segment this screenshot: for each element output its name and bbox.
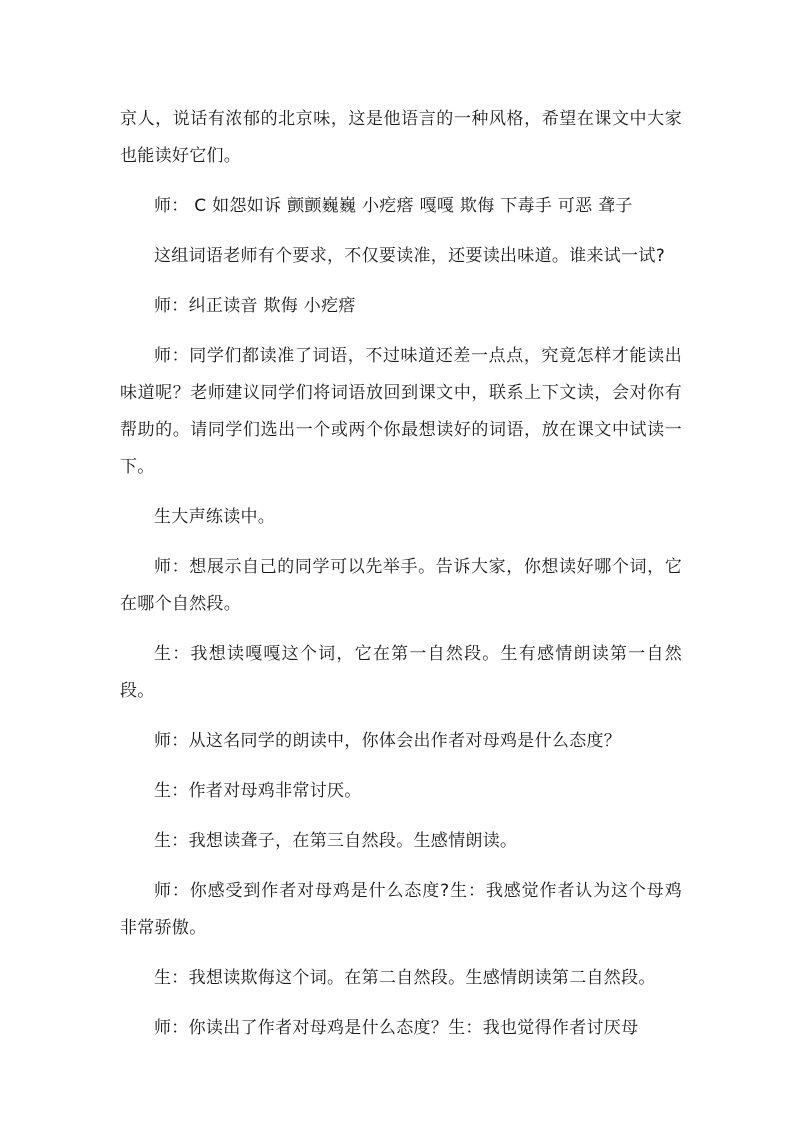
document-body: [120, 101, 682, 1060]
paragraph-teacher-student-proud: 师：你感受到作者对母鸡是什么态度?生：我感觉作者认为这个母鸡非常骄傲。: [120, 881, 682, 938]
paragraph-teacher-invite: 师：想展示自己的同学可以先举手。告诉大家，你想读好哪个词，它在哪个自然段。: [120, 557, 682, 614]
paragraph-teacher-word-list: 师： C 如怨如诉 颤颤巍巍 小疙瘩 嘎嘎 欺侮 下毒手 可恶 聋子: [154, 196, 633, 216]
paragraph-teacher-attitude-question: 师：从这名同学的朗读中，你体会出作者对母鸡是什么态度？: [154, 731, 622, 751]
paragraph-student-qiwu: 生：我想读欺侮这个词。在第二自然段。生感情朗读第二自然段。: [154, 968, 656, 988]
paragraph-reading-suggestion: 师：同学们都读准了词语，不过味道还差一点点，究竟怎样才能读出味道呢？老师建议同学们将词语放回到课文中，联系上下文读，会对你有帮助的。请同学们选出一个或两个你最想读好的词语，放在课文中试读一下。: [120, 346, 682, 477]
paragraph-student-longzi: 生：我想读聋子，在第三自然段。生感情朗读。: [154, 831, 518, 851]
paragraph-student-dislike: 生：作者对母鸡非常讨厌。: [154, 781, 362, 801]
paragraph-teacher-student-final: 师：你读出了作者对母鸡是什么态度？生：我也觉得作者讨厌母: [154, 1018, 639, 1038]
paragraph-student-gaga: 生：我想读嘎嘎这个词，它在第一自然段。生有感情朗读第一自然段。: [120, 644, 682, 701]
paragraph-student-practice: 生大声练读中。: [154, 507, 276, 527]
paragraph-continuation: 京人，说话有浓郁的北京味，这是他语言的一种风格，希望在课文中大家也能读好它们。: [120, 109, 682, 166]
paragraph-pronunciation-correction: 师：纠正读音 欺侮 小疙瘩: [154, 296, 356, 316]
paragraph-requirement: 这组词语老师有个要求，不仅要读准，还要读出味道。谁来试一试?: [154, 246, 666, 266]
